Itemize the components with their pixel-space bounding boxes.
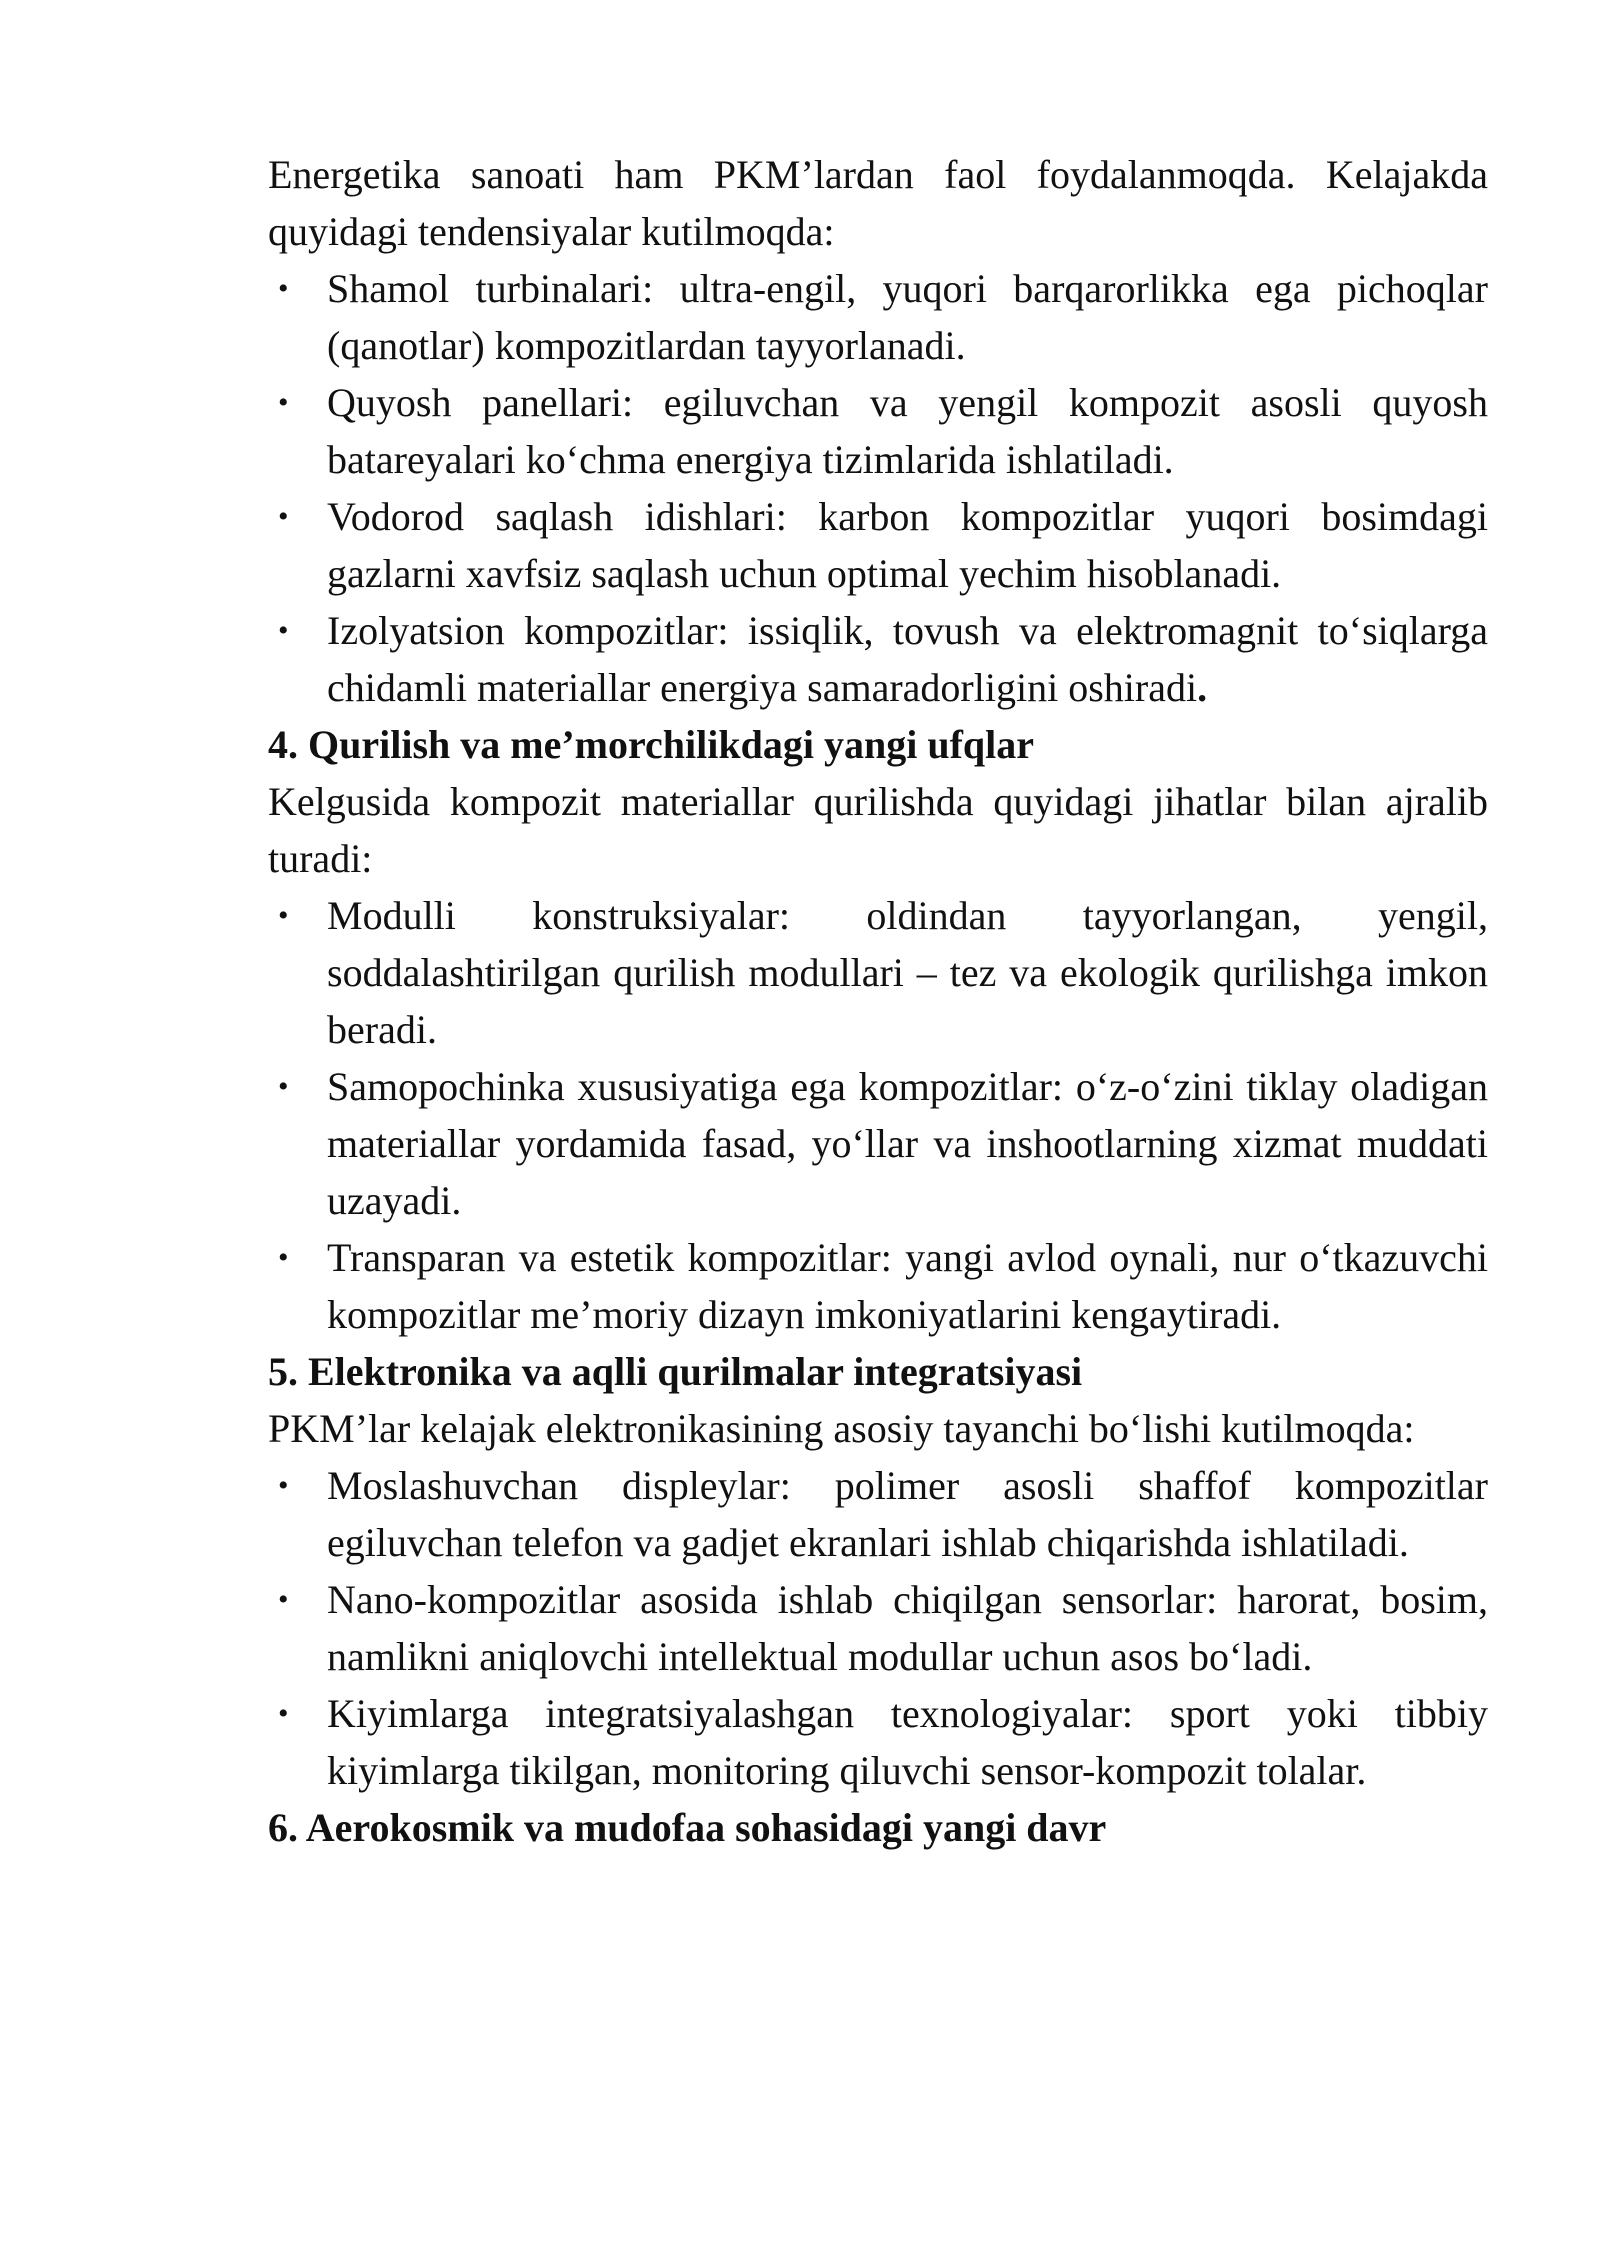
bullet-icon: • xyxy=(278,1583,289,1616)
list-item: • Quyosh panellari: egiluvchan va yengil kompozit asosli quyosh batareyalari ko‘chma energiya tizimlarida ishlatiladi. xyxy=(268,374,1488,488)
list-item: • Samopochinka xususiyatiga ega kompozitlar: o‘z-o‘zini tiklay oladigan materiallar yordamida fasad, yo‘llar va inshootlarning xizmat muddati uzayadi. xyxy=(268,1058,1488,1229)
section-4-paragraph: Kelgusida kompozit materiallar qurilishda quyidagi jihatlar bilan ajralib turadi: xyxy=(268,779,1488,881)
electronics-list xyxy=(268,1457,1488,1799)
bullet-icon: • xyxy=(278,386,289,419)
list-item: • Modulli konstruksiyalar: oldindan tayyorlangan, yengil, soddalashtirilgan qurilish modullari – tez va ekologik qurilishga imkon beradi. xyxy=(268,887,1488,1058)
bullet-icon: • xyxy=(278,614,289,647)
section-heading-6: 6. Aerokosmik va mudofaa sohasidagi yangi davr xyxy=(268,1805,1107,1850)
list-item: • Izolyatsion kompozitlar: issiqlik, tovush va elektromagnit to‘siqlarga chidamli materiallar energiya samaradorligini oshiradi. xyxy=(268,602,1488,716)
list-item: • Kiyimlarga integratsiyalashgan texnologiyalar: sport yoki tibbiy kiyimlarga tikilgan, monitoring qiluvchi sensor-kompozit tolalar. xyxy=(268,1685,1488,1799)
bullet-icon: • xyxy=(278,1241,289,1274)
bullet-icon: • xyxy=(278,899,289,932)
list-item: • Vodorod saqlash idishlari: karbon kompozitlar yuqori bosimdagi gazlarni xavfsiz saqlash uchun optimal yechim hisoblanadi. xyxy=(268,488,1488,602)
bullet-icon: • xyxy=(278,272,289,305)
document-page xyxy=(268,146,1488,1856)
list-item: • Moslashuvchan displeylar: polimer asosli shaffof kompozitlar egiluvchan telefon va gadjet ekranlari ishlab chiqarishda ishlatiladi. xyxy=(268,1457,1488,1571)
bullet-icon: • xyxy=(278,1070,289,1103)
bullet-icon: • xyxy=(278,500,289,533)
intro-paragraph: Energetika sanoati ham PKM’lardan faol foydalanmoqda. Kelajakda quyidagi tendensiyalar kutilmoqda: xyxy=(268,152,1488,254)
section-heading-5: 5. Elektronika va aqlli qurilmalar integratsiyasi xyxy=(268,1349,1083,1394)
list-item: • Nano-kompozitlar asosida ishlab chiqilgan sensorlar: harorat, bosim, namlikni aniqlovchi intellektual modullar uchun asos bo‘ladi. xyxy=(268,1571,1488,1685)
list-item: • Shamol turbinalari: ultra-engil, yuqori barqarorlikka ega pichoqlar (qanotlar) kompozitlardan tayyorlanadi. xyxy=(268,260,1488,374)
list-item: • Transparan va estetik kompozitlar: yangi avlod oynali, nur o‘tkazuvchi kompozitlar me’moriy dizayn imkoniyatlarini kengaytiradi. xyxy=(268,1229,1488,1343)
section-5-paragraph: PKM’lar kelajak elektronikasining asosiy tayanchi bo‘lishi kutilmoqda: xyxy=(268,1406,1415,1451)
bullet-icon: • xyxy=(278,1697,289,1730)
construction-list xyxy=(268,887,1488,1343)
section-heading-4: 4. Qurilish va me’morchilikdagi yangi ufqlar xyxy=(268,722,1034,767)
energy-list xyxy=(268,260,1488,716)
bullet-icon: • xyxy=(278,1469,289,1502)
